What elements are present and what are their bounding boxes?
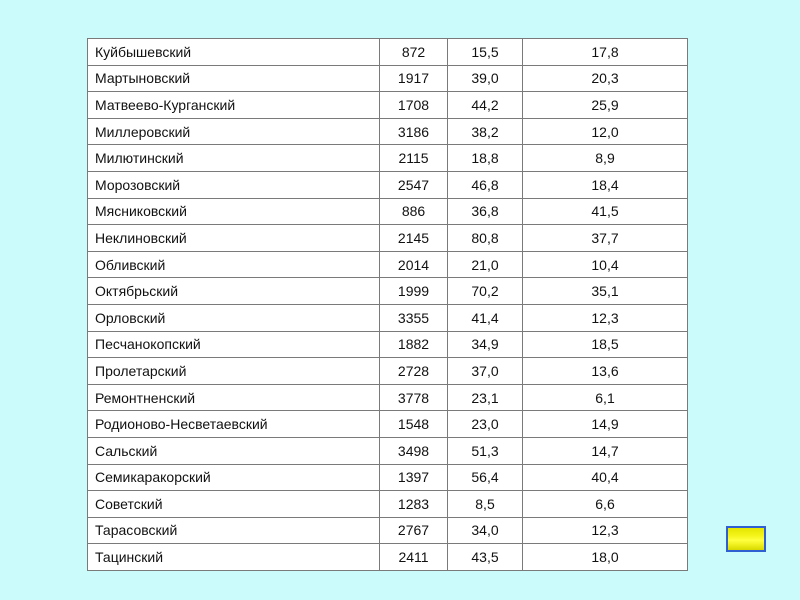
district-name-cell: Куйбышевский: [88, 39, 380, 66]
table-row: [88, 517, 688, 544]
district-name-cell: Милютинский: [88, 145, 380, 172]
value-cell-2: 36,8: [448, 198, 523, 225]
value-cell-2: 23,0: [448, 411, 523, 438]
value-cell-1: 3498: [380, 437, 448, 464]
table-row: [88, 544, 688, 571]
value-cell-2: 44,2: [448, 92, 523, 119]
value-cell-1: 3778: [380, 384, 448, 411]
value-cell-2: 8,5: [448, 491, 523, 518]
value-cell-1: 2411: [380, 544, 448, 571]
value-cell-1: 2014: [380, 251, 448, 278]
table-row: [88, 39, 688, 66]
value-cell-2: 46,8: [448, 171, 523, 198]
value-cell-1: 2767: [380, 517, 448, 544]
value-cell-3: 17,8: [523, 39, 688, 66]
table-row: [88, 331, 688, 358]
table-row: [88, 304, 688, 331]
value-cell-3: 14,7: [523, 437, 688, 464]
value-cell-1: 1548: [380, 411, 448, 438]
value-cell-3: 35,1: [523, 278, 688, 305]
district-name-cell: Орловский: [88, 304, 380, 331]
value-cell-3: 41,5: [523, 198, 688, 225]
district-name-cell: Песчанокопский: [88, 331, 380, 358]
value-cell-2: 18,8: [448, 145, 523, 172]
value-cell-2: 70,2: [448, 278, 523, 305]
value-cell-3: 18,5: [523, 331, 688, 358]
value-cell-2: 37,0: [448, 358, 523, 385]
value-cell-3: 12,3: [523, 517, 688, 544]
value-cell-1: 2115: [380, 145, 448, 172]
table-row: [88, 171, 688, 198]
district-name-cell: Мартыновский: [88, 65, 380, 92]
table-row: [88, 92, 688, 119]
value-cell-3: 12,0: [523, 118, 688, 145]
district-name-cell: Октябрьский: [88, 278, 380, 305]
value-cell-1: 2547: [380, 171, 448, 198]
value-cell-2: 80,8: [448, 225, 523, 252]
value-cell-2: 56,4: [448, 464, 523, 491]
value-cell-1: 872: [380, 39, 448, 66]
district-name-cell: Пролетарский: [88, 358, 380, 385]
value-cell-2: 34,0: [448, 517, 523, 544]
value-cell-2: 38,2: [448, 118, 523, 145]
value-cell-3: 40,4: [523, 464, 688, 491]
value-cell-2: 39,0: [448, 65, 523, 92]
table-row: [88, 278, 688, 305]
value-cell-3: 10,4: [523, 251, 688, 278]
value-cell-3: 18,4: [523, 171, 688, 198]
table-row: [88, 491, 688, 518]
district-table-body: [88, 39, 688, 571]
value-cell-3: 18,0: [523, 544, 688, 571]
district-name-cell: Семикаракорский: [88, 464, 380, 491]
district-name-cell: Морозовский: [88, 171, 380, 198]
district-name-cell: Советский: [88, 491, 380, 518]
value-cell-2: 41,4: [448, 304, 523, 331]
district-table: [87, 38, 688, 571]
value-cell-1: 2145: [380, 225, 448, 252]
value-cell-3: 13,6: [523, 358, 688, 385]
district-name-cell: Матвеево-Курганский: [88, 92, 380, 119]
value-cell-2: 34,9: [448, 331, 523, 358]
value-cell-2: 21,0: [448, 251, 523, 278]
district-table-container: [87, 38, 687, 571]
table-row: [88, 464, 688, 491]
district-name-cell: Тацинский: [88, 544, 380, 571]
value-cell-1: 1917: [380, 65, 448, 92]
value-cell-2: 51,3: [448, 437, 523, 464]
next-slide-button[interactable]: [726, 526, 766, 552]
district-name-cell: Родионово-Несветаевский: [88, 411, 380, 438]
value-cell-3: 6,1: [523, 384, 688, 411]
value-cell-3: 12,3: [523, 304, 688, 331]
value-cell-1: 886: [380, 198, 448, 225]
table-row: [88, 358, 688, 385]
value-cell-1: 1999: [380, 278, 448, 305]
value-cell-3: 20,3: [523, 65, 688, 92]
district-name-cell: Сальский: [88, 437, 380, 464]
table-row: [88, 225, 688, 252]
table-row: [88, 411, 688, 438]
value-cell-2: 15,5: [448, 39, 523, 66]
value-cell-2: 43,5: [448, 544, 523, 571]
table-row: [88, 65, 688, 92]
district-name-cell: Ремонтненский: [88, 384, 380, 411]
district-name-cell: Миллеровский: [88, 118, 380, 145]
value-cell-2: 23,1: [448, 384, 523, 411]
table-row: [88, 145, 688, 172]
value-cell-3: 6,6: [523, 491, 688, 518]
district-name-cell: Неклиновский: [88, 225, 380, 252]
value-cell-1: 3186: [380, 118, 448, 145]
district-name-cell: Тарасовский: [88, 517, 380, 544]
value-cell-3: 8,9: [523, 145, 688, 172]
value-cell-3: 37,7: [523, 225, 688, 252]
value-cell-1: 1397: [380, 464, 448, 491]
table-row: [88, 198, 688, 225]
value-cell-1: 1882: [380, 331, 448, 358]
value-cell-3: 25,9: [523, 92, 688, 119]
value-cell-1: 3355: [380, 304, 448, 331]
table-row: [88, 384, 688, 411]
table-row: [88, 437, 688, 464]
table-row: [88, 118, 688, 145]
value-cell-1: 1283: [380, 491, 448, 518]
district-name-cell: Обливский: [88, 251, 380, 278]
value-cell-3: 14,9: [523, 411, 688, 438]
district-name-cell: Мясниковский: [88, 198, 380, 225]
table-row: [88, 251, 688, 278]
value-cell-1: 2728: [380, 358, 448, 385]
value-cell-1: 1708: [380, 92, 448, 119]
